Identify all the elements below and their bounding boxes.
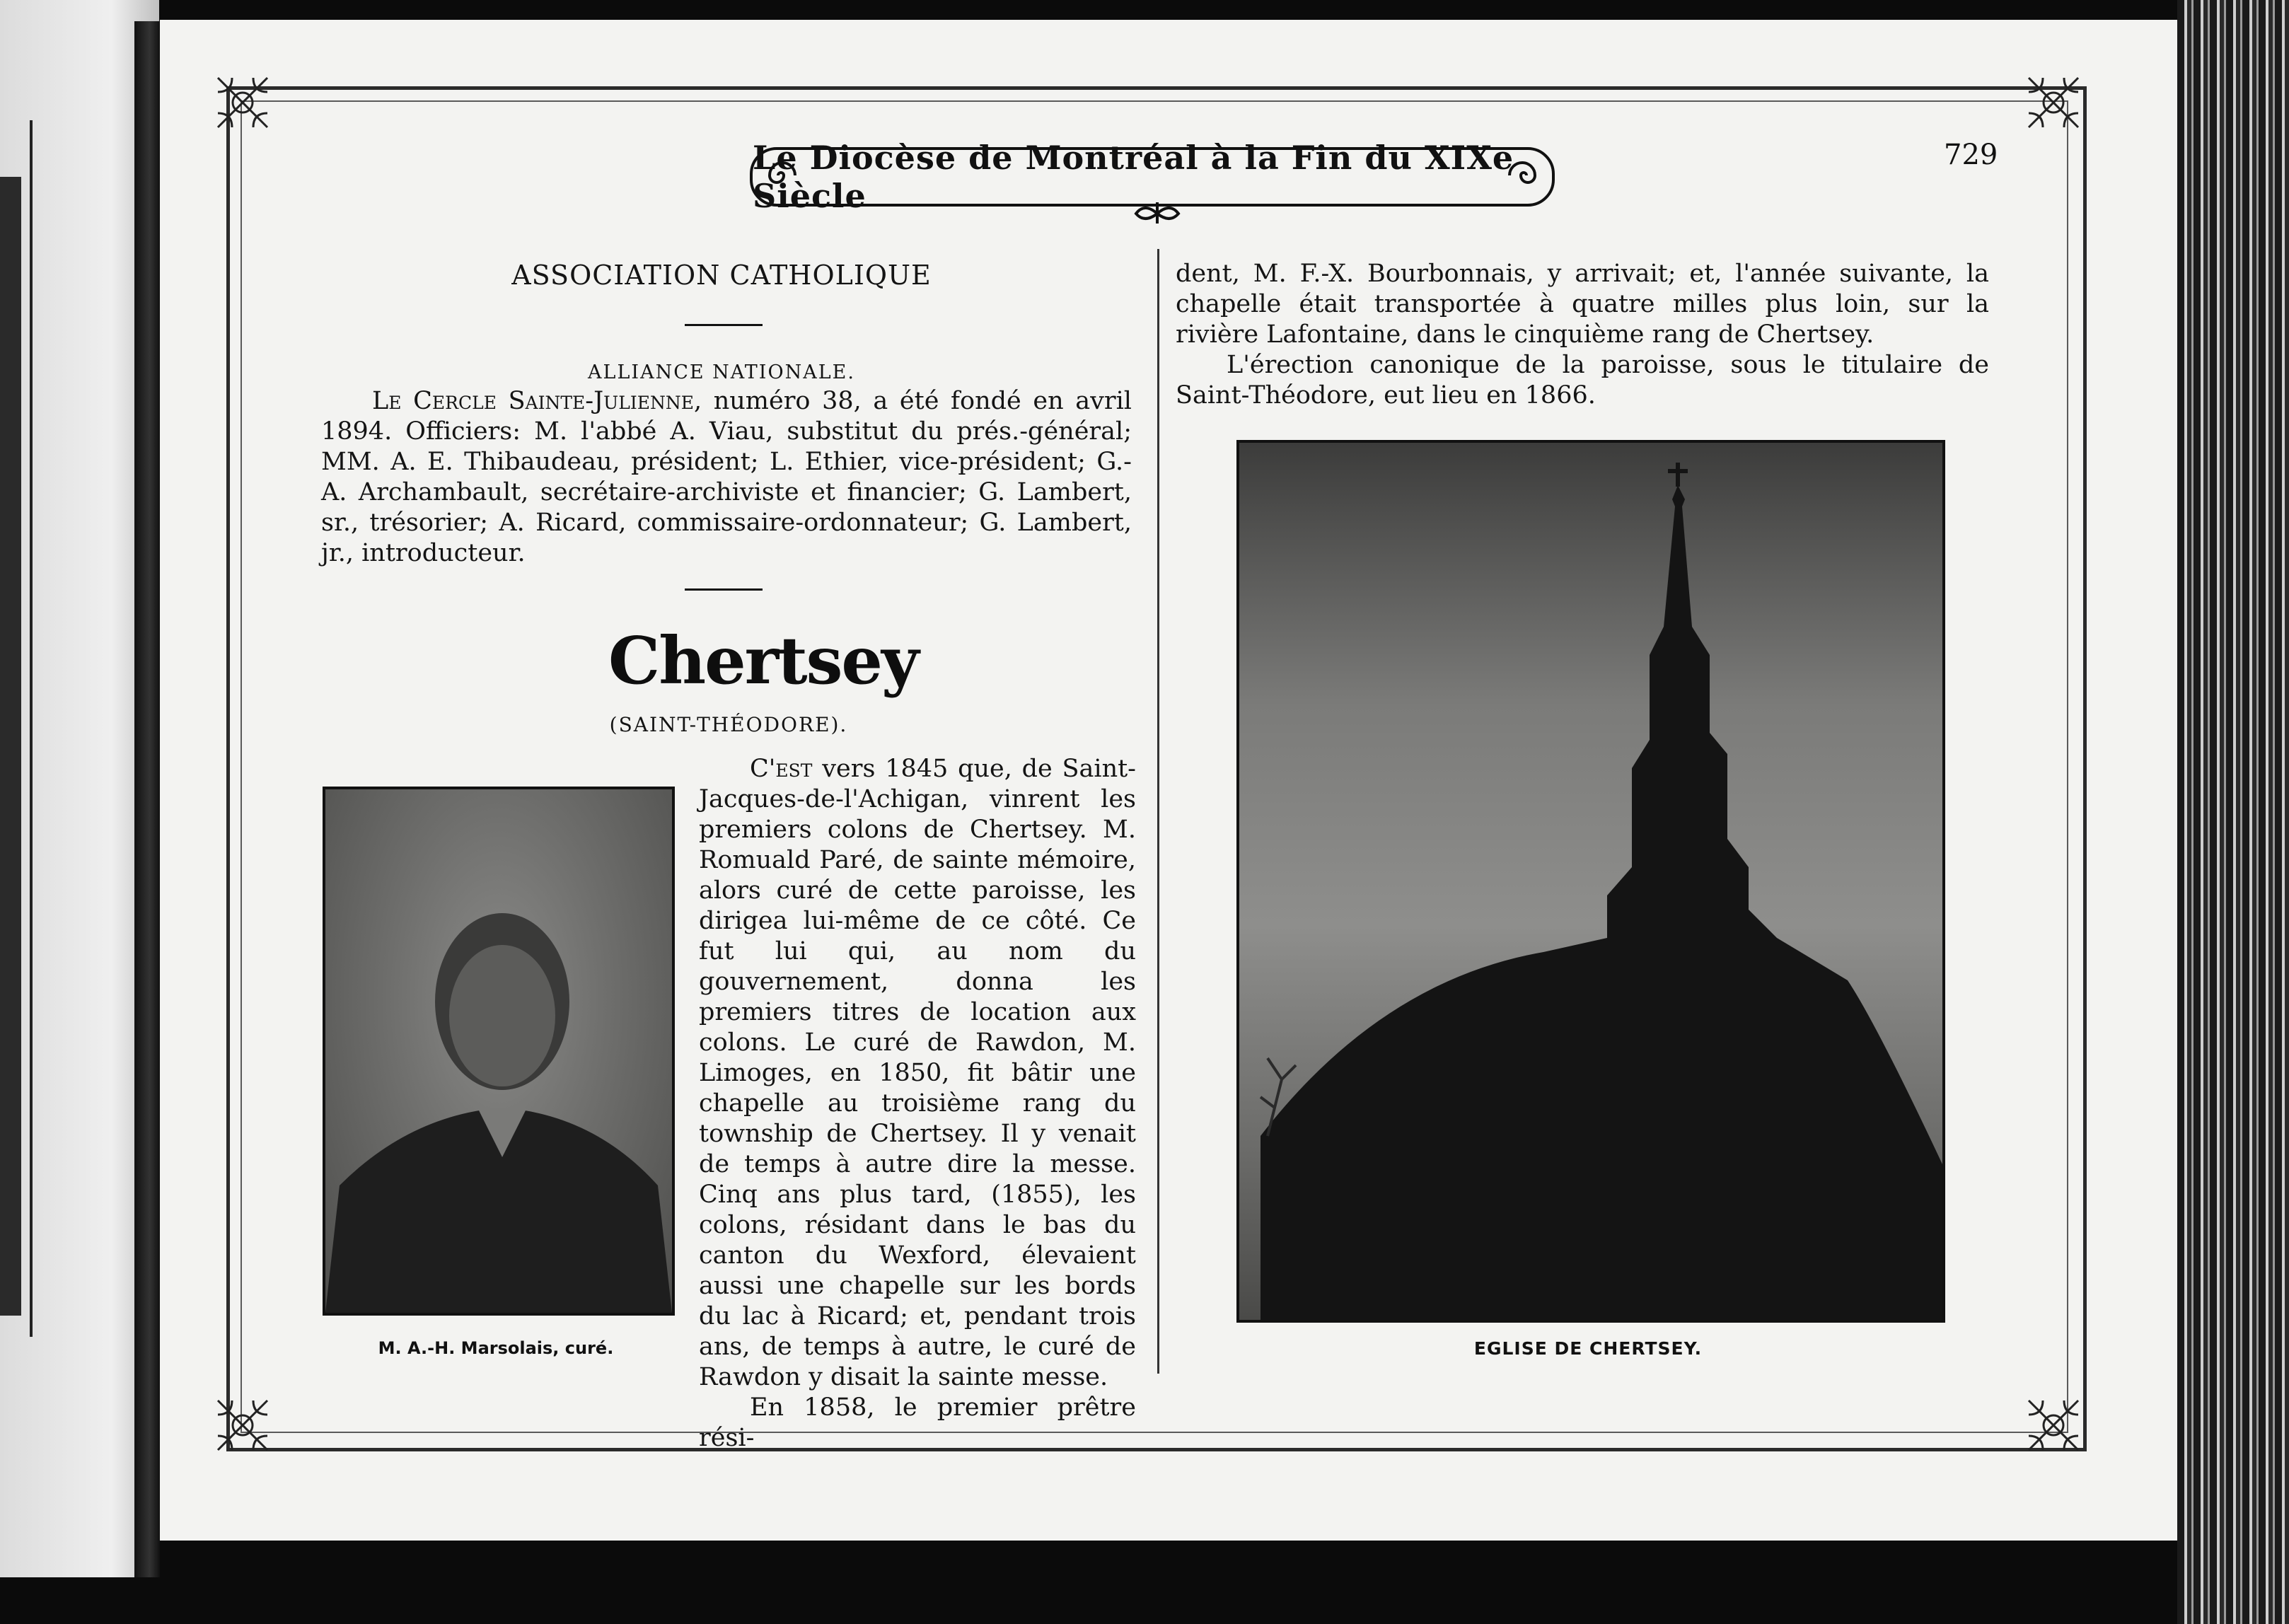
column-divider bbox=[1157, 249, 1159, 1374]
history-text: vers 1845 que, de Saint-Jacques-de-l'Achigan, vinrent les premiers colons de Chertsey. M. Romuald Paré, de sainte mémoire, alors curé de cette paroisse, les dirigea lui-même de ce côté. Ce fut lui qui, au nom du gouvernement, donna les premiers titres de location aux colons. Le curé de Rawdon, M. Limoges, en 1850, fit bâtir une chapelle au troisième rang du township de Chertsey. Il y venait de temps à autre dire la messe. Cinq ans plus tard, (1855), les colons, résidant dans le bas du canton du Wexford, élevaient aussi une chapelle sur les bords du lac à Ricard; et, pendant trois ans, de temps à autre, le curé de Rawdon y disait la sainte messe. bbox=[699, 755, 1136, 1391]
cercle-text: numéro 38, a été fondé en avril 1894. Officiers: M. l'abbé A. Viau, substitut du prés.-général; MM. A. E. Thibaudeau, président; L. Ethier, vice-président; G.-A. Archambault, secrétaire-archiviste et financier; G. Lambert, sr., trésorier; A. Ricard, commissaire-ordonnateur; G. Lambert, jr., introducteur. bbox=[321, 387, 1132, 567]
running-head bbox=[750, 139, 1555, 215]
place-title: Chertsey bbox=[608, 622, 918, 699]
church-photo bbox=[1236, 440, 1945, 1323]
history-lead: C'est bbox=[750, 755, 813, 783]
flourish-corner-icon bbox=[211, 71, 274, 134]
book-gutter bbox=[134, 21, 160, 1577]
running-head-title: Le Diocèse de Montréal à la Fin du XIXe Siècle bbox=[753, 139, 1514, 215]
cercle-lead: Le Cercle Sainte-Julienne, bbox=[372, 387, 702, 415]
church-caption: EGLISE DE CHERTSEY. bbox=[1473, 1338, 1703, 1359]
section-rule bbox=[685, 588, 763, 591]
portrait-photo bbox=[323, 787, 675, 1316]
page-number: 729 bbox=[1944, 139, 1998, 171]
association-heading: ASSOCIATION CATHOLIQUE bbox=[511, 260, 932, 291]
portrait-caption: M. A.-H. Marsolais, curé. bbox=[378, 1338, 614, 1358]
portrait-figure bbox=[325, 789, 672, 1313]
history-paragraph bbox=[699, 754, 1136, 1454]
fleuron-icon bbox=[1130, 199, 1184, 228]
alliance-heading: ALLIANCE NATIONALE. bbox=[588, 361, 855, 383]
flourish-corner-icon bbox=[2022, 1393, 2085, 1457]
flourish-corner-icon bbox=[2022, 71, 2085, 134]
cercle-paragraph bbox=[321, 386, 1132, 569]
flourish-corner-icon bbox=[211, 1393, 274, 1457]
right-column-text bbox=[1176, 259, 1989, 411]
erection-paragraph: L'érection canonique de la paroisse, sous le titulaire de Saint-Théodore, eut lieu en 1866. bbox=[1176, 351, 1989, 410]
page-stack-edges bbox=[2177, 0, 2289, 1624]
facing-page-frame bbox=[0, 120, 33, 1337]
spiral-swirl-icon bbox=[758, 153, 804, 198]
section-rule bbox=[685, 324, 763, 326]
church-silhouette bbox=[1239, 443, 1942, 1320]
continuation-paragraph: dent, M. F.-X. Bourbonnais, y arrivait; et, l'année suivante, la chapelle était transportée à quatre milles plus loin, sur la rivière Lafontaine, dans le cinquième rang de Chertsey. bbox=[1176, 260, 1989, 349]
scan-bottom-shadow bbox=[160, 1541, 2177, 1624]
history-continued: En 1858, le premier prêtre rési- bbox=[699, 1393, 1136, 1452]
place-subtitle: (SAINT-THÉODORE). bbox=[609, 713, 848, 736]
spiral-swirl-icon bbox=[1501, 153, 1546, 198]
